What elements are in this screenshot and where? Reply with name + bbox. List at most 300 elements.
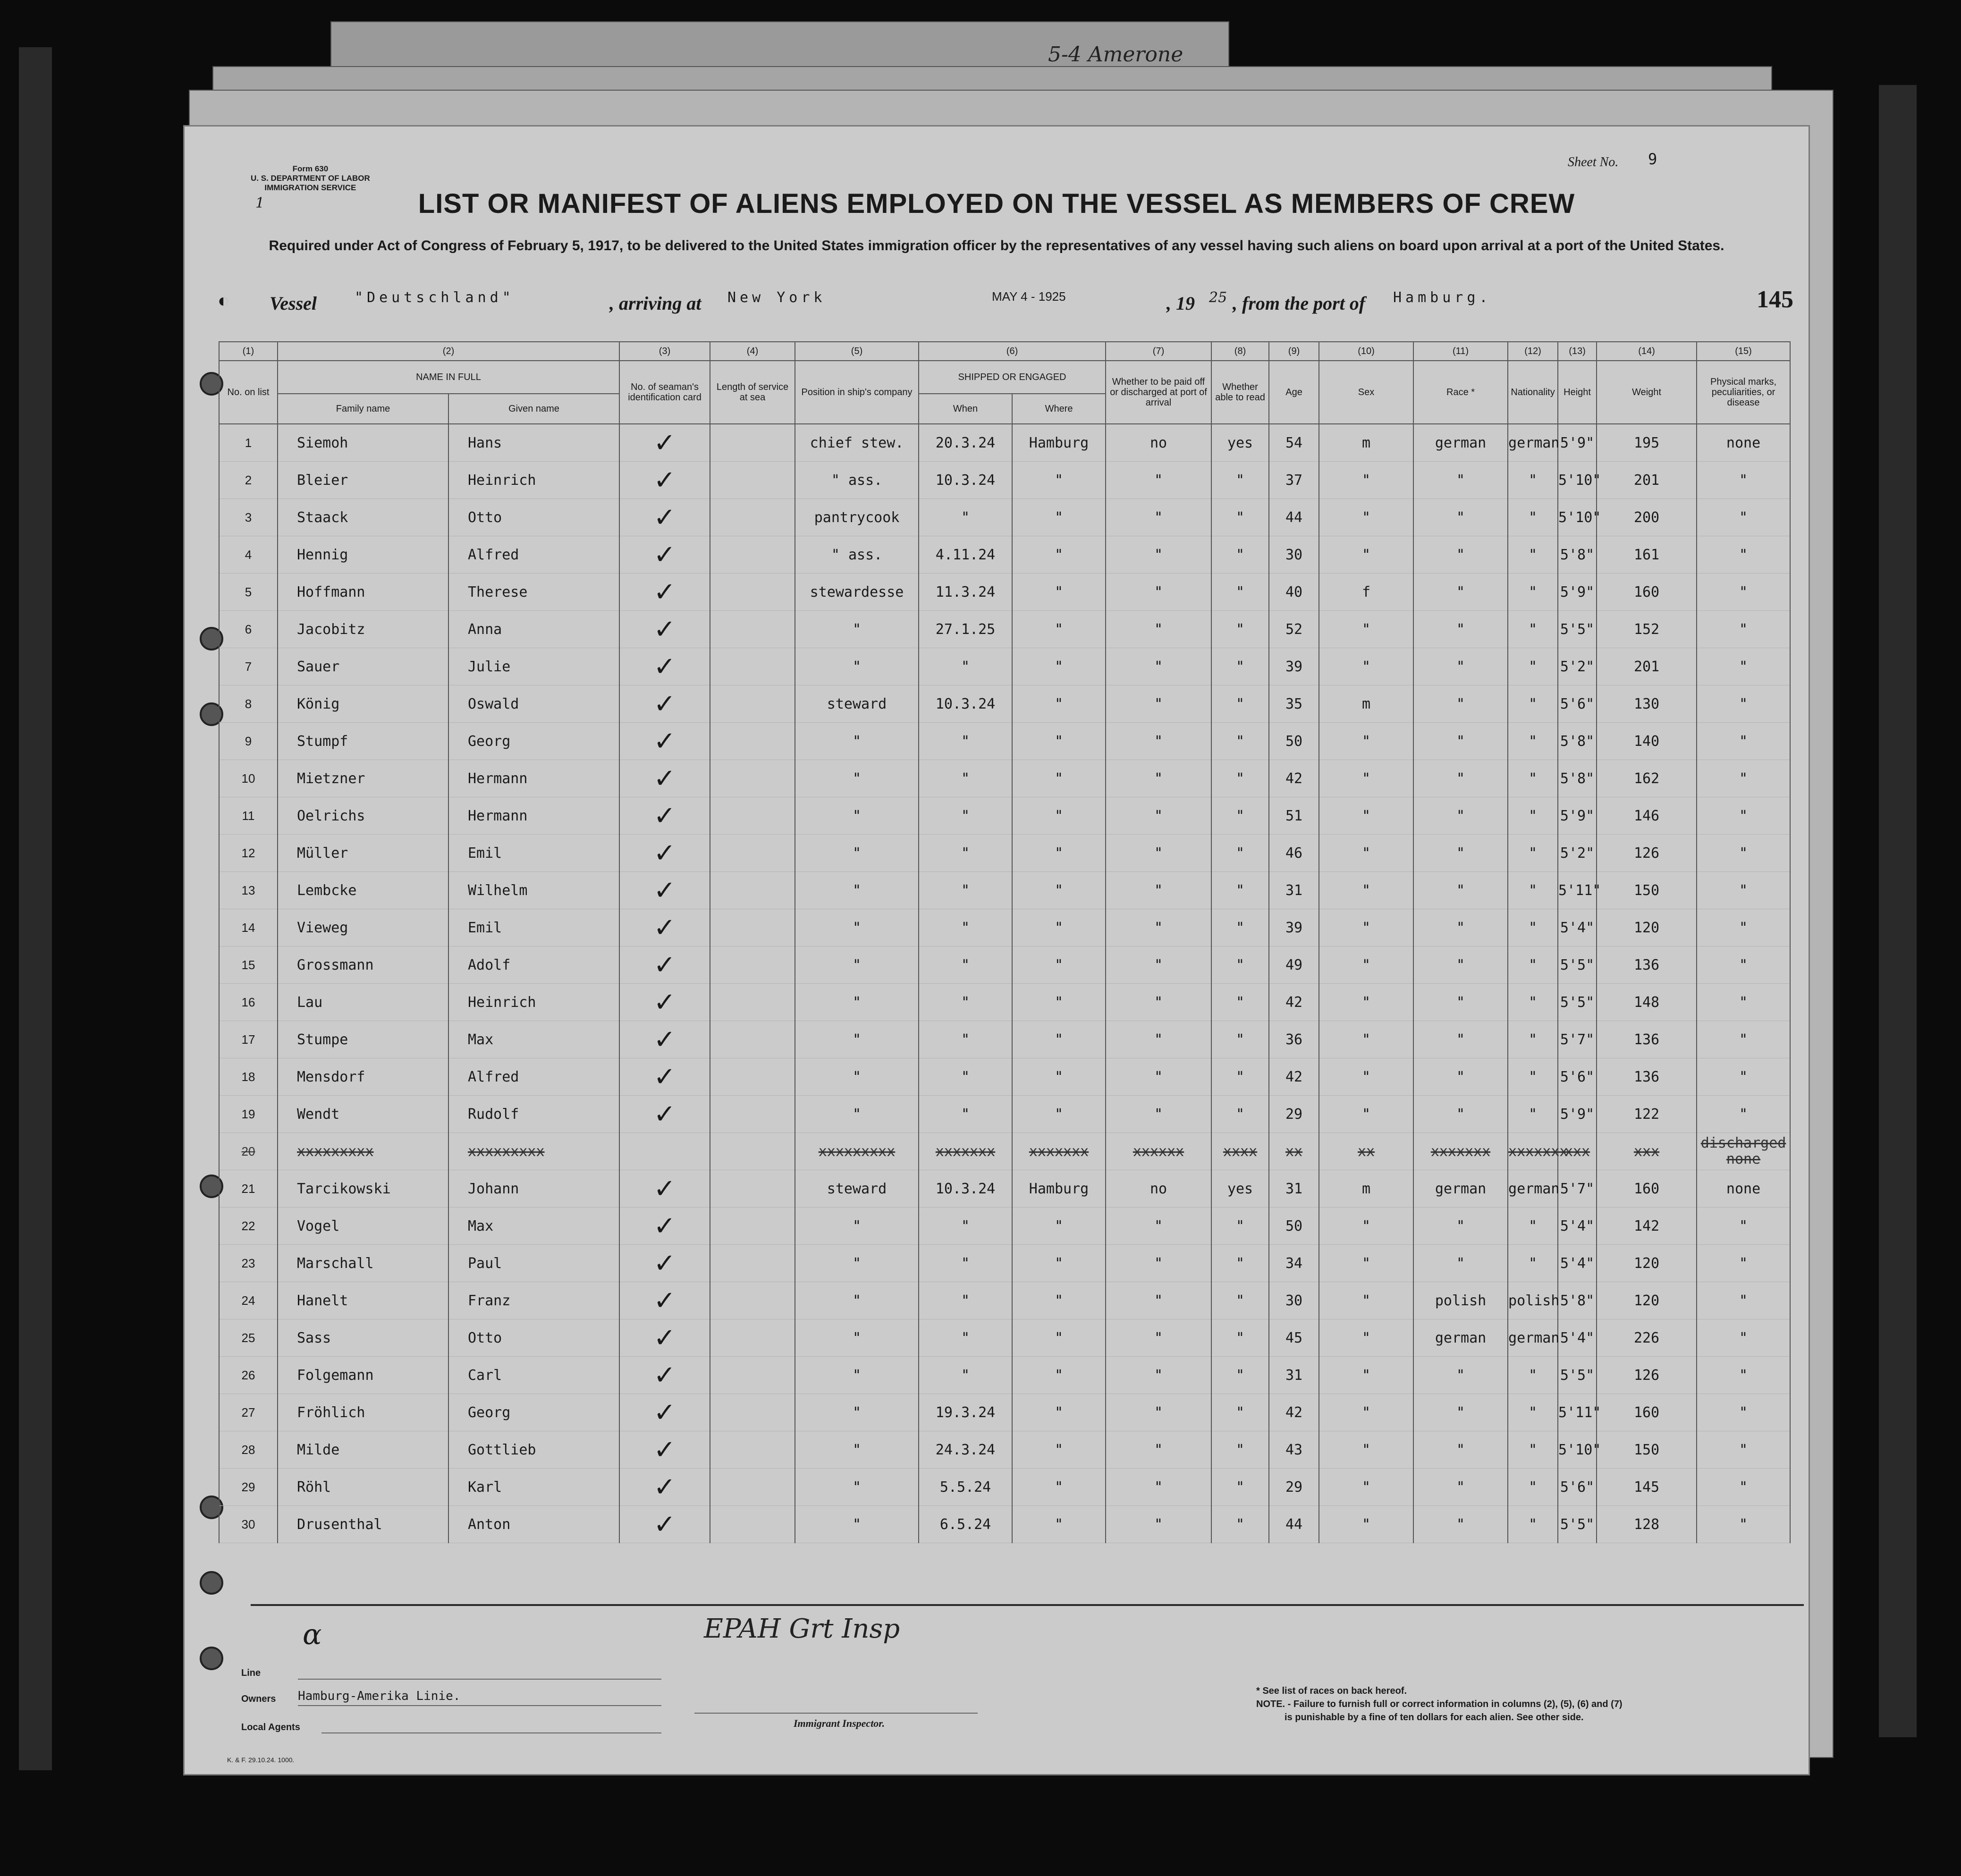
height-text: 5'8": [1560, 733, 1595, 750]
paid-off: [1106, 1096, 1211, 1133]
physical-marks-text: ": [1739, 1404, 1748, 1421]
position-text: ": [852, 1217, 862, 1234]
paid-off: [1106, 946, 1211, 984]
height-text: 5'10": [1558, 1441, 1601, 1458]
shipped-when: [919, 574, 1012, 611]
arriving-label: , arriving at: [609, 293, 702, 314]
id-card-check-text: ✓: [653, 875, 676, 906]
row-number-text: 26: [241, 1368, 255, 1382]
from-label: , from the port of: [1233, 293, 1366, 314]
able-read-text: ": [1236, 1255, 1245, 1272]
nationality-text: ": [1529, 509, 1538, 526]
physical-marks-text: ": [1739, 1479, 1748, 1496]
length-service: [710, 760, 795, 797]
given-name: [448, 499, 619, 536]
nationality: [1508, 574, 1558, 611]
weight-text: 122: [1633, 1106, 1660, 1123]
header-physical: Physical marks, peculiarities, or disease: [1697, 361, 1790, 424]
table-row: [219, 1096, 1790, 1133]
shipped-when-text: 4.11.24: [935, 546, 996, 563]
row-number-text: 23: [241, 1256, 255, 1270]
paid-off-text: ": [1154, 882, 1163, 899]
weight: [1597, 685, 1697, 723]
row-number: [219, 1319, 278, 1357]
given-name-text: Max: [468, 1031, 494, 1048]
paid-off: [1106, 1394, 1211, 1431]
row-number: [219, 611, 278, 648]
shipped-where: [1012, 1319, 1106, 1357]
length-service: [710, 984, 795, 1021]
row-number-text: 9: [245, 734, 252, 748]
table-row: [219, 1058, 1790, 1096]
age-text: 37: [1285, 472, 1303, 489]
col-num-5: (5): [795, 342, 919, 361]
table-row: [219, 648, 1790, 685]
shipped-where-text: ": [1054, 1367, 1064, 1384]
family-name-text: Bleier: [297, 472, 348, 489]
position-text: ": [852, 770, 862, 787]
sex: [1319, 1394, 1413, 1431]
weight: [1597, 1431, 1697, 1469]
height-text: 5'4": [1560, 1329, 1595, 1346]
physical-marks: [1697, 1170, 1790, 1208]
paid-off-text: no: [1150, 1180, 1167, 1197]
nationality-text: ": [1529, 1367, 1538, 1384]
age: [1269, 1282, 1319, 1319]
weight: [1597, 1282, 1697, 1319]
family-name-text: Stumpf: [297, 733, 348, 750]
sex-text: ": [1362, 1479, 1371, 1496]
race-text: ": [1456, 882, 1465, 899]
position-text: xxxxxxxxx: [818, 1143, 896, 1160]
sex-text: ": [1362, 845, 1371, 862]
position-text: steward: [827, 1180, 887, 1197]
id-card-check-text: ✓: [653, 576, 676, 608]
race: [1413, 685, 1508, 723]
age: [1269, 1058, 1319, 1096]
weight: [1597, 1058, 1697, 1096]
nationality-text: ": [1529, 1217, 1538, 1234]
physical-marks: [1697, 1431, 1790, 1469]
position: [795, 760, 919, 797]
family-name: [278, 648, 448, 685]
race-text: ": [1456, 509, 1465, 526]
race-text: ": [1456, 770, 1465, 787]
length-service: [710, 1021, 795, 1058]
physical-marks: [1697, 1058, 1790, 1096]
position: [795, 1469, 919, 1506]
weight-text: 120: [1633, 919, 1660, 936]
able-read-text: ": [1236, 658, 1245, 675]
height: [1558, 611, 1597, 648]
id-card-check-text: ✓: [653, 502, 676, 533]
id-card-check-text: ✓: [653, 1285, 676, 1316]
position: [795, 946, 919, 984]
paid-off-text: ": [1154, 472, 1163, 489]
race-text: ": [1456, 1479, 1465, 1496]
position: [795, 1394, 919, 1431]
age-text: 29: [1285, 1106, 1303, 1123]
given-name: [448, 685, 619, 723]
given-name-text: Therese: [468, 583, 528, 600]
sex-text: ": [1362, 1367, 1371, 1384]
paid-off: [1106, 648, 1211, 685]
weight: [1597, 648, 1697, 685]
paid-off: [1106, 611, 1211, 648]
family-name: [278, 797, 448, 835]
race: [1413, 1431, 1508, 1469]
nationality-text: xxxxxxx: [1508, 1143, 1568, 1160]
physical-marks: [1697, 574, 1790, 611]
race: [1413, 1469, 1508, 1506]
length-service: [710, 1357, 795, 1394]
physical-marks-text: ": [1739, 770, 1748, 787]
shipped-where: [1012, 760, 1106, 797]
row-number-text: 13: [241, 883, 255, 897]
shipped-where-text: ": [1054, 1031, 1064, 1048]
id-card-check-text: ✓: [653, 427, 676, 458]
manifest-sheet: [183, 125, 1810, 1775]
sex: [1319, 723, 1413, 760]
given-name-text: Anna: [468, 621, 502, 638]
nationality-text: ": [1529, 1068, 1538, 1085]
sex: [1319, 462, 1413, 499]
position: [795, 499, 919, 536]
age: [1269, 1170, 1319, 1208]
id-card-check: [619, 984, 710, 1021]
weight: [1597, 1208, 1697, 1245]
sex: [1319, 574, 1413, 611]
paid-off: [1106, 462, 1211, 499]
paid-off: [1106, 1469, 1211, 1506]
length-service: [710, 1431, 795, 1469]
height: [1558, 536, 1597, 574]
shipped-where: [1012, 574, 1106, 611]
race: [1413, 1245, 1508, 1282]
header-race: Race *: [1413, 361, 1508, 424]
position: [795, 424, 919, 462]
race-text: polish: [1435, 1292, 1487, 1309]
vessel-name: "Deutschland": [355, 289, 515, 306]
shipped-when: [919, 1208, 1012, 1245]
shipped-when: [919, 909, 1012, 946]
family-name: [278, 984, 448, 1021]
id-card-check-text: ✓: [653, 1322, 676, 1353]
height-text: xxx: [1564, 1143, 1590, 1160]
race: [1413, 1058, 1508, 1096]
sex: [1319, 1021, 1413, 1058]
shipped-when: [919, 499, 1012, 536]
able-read-text: ": [1236, 1404, 1245, 1421]
race: [1413, 1170, 1508, 1208]
nationality: [1508, 1394, 1558, 1431]
position: [795, 648, 919, 685]
position: [795, 1357, 919, 1394]
nationality: [1508, 946, 1558, 984]
header-length-service: Length of service at sea: [710, 361, 795, 424]
table-row: [219, 1208, 1790, 1245]
paid-off: [1106, 1058, 1211, 1096]
age-text: 46: [1285, 845, 1303, 862]
sex: [1319, 1357, 1413, 1394]
id-card-check-text: ✓: [653, 1397, 676, 1428]
height-text: 5'6": [1560, 695, 1595, 712]
arrival-port: New York: [727, 289, 826, 306]
family-name-text: Oelrichs: [297, 807, 365, 824]
length-service: [710, 1096, 795, 1133]
shipped-when-text: ": [961, 956, 970, 973]
family-name-text: Lembcke: [297, 882, 357, 899]
col-num-7: (7): [1106, 342, 1211, 361]
shipped-where-text: Hamburg: [1029, 1180, 1089, 1197]
family-name: [278, 574, 448, 611]
able-read: [1211, 872, 1269, 909]
id-card-check-text: ✓: [653, 1509, 676, 1540]
family-name: [278, 1506, 448, 1543]
paid-off-text: ": [1154, 658, 1163, 675]
film-edge-left: [19, 47, 52, 1770]
header-no-on-list: No. on list: [219, 361, 278, 424]
age-text: 34: [1285, 1255, 1303, 1272]
given-name: [448, 1133, 619, 1170]
id-card-check-text: ✓: [653, 987, 676, 1018]
shipped-when-text: 19.3.24: [935, 1404, 996, 1421]
crew-table: [219, 341, 1791, 1543]
shipped-when: [919, 1431, 1012, 1469]
shipped-when: [919, 872, 1012, 909]
id-card-check: [619, 872, 710, 909]
table-row: [219, 946, 1790, 984]
age: [1269, 1469, 1319, 1506]
given-name-text: Adolf: [468, 956, 511, 973]
able-read: [1211, 1133, 1269, 1170]
position-text: ": [852, 1292, 862, 1309]
shipped-where: [1012, 1170, 1106, 1208]
given-name: [448, 611, 619, 648]
age-text: 51: [1285, 807, 1303, 824]
height: [1558, 1208, 1597, 1245]
able-read: [1211, 1170, 1269, 1208]
height-text: 5'5": [1560, 994, 1595, 1011]
weight-text: 160: [1633, 1404, 1660, 1421]
department: U. S. DEPARTMENT OF LABOR: [251, 174, 370, 183]
position-text: chief stew.: [810, 434, 904, 451]
height-text: 5'5": [1560, 1516, 1595, 1533]
family-name: [278, 1394, 448, 1431]
nationality: [1508, 1133, 1568, 1170]
family-name-text: Mietzner: [297, 770, 365, 787]
family-name-text: Müller: [297, 845, 348, 862]
height: [1558, 1058, 1597, 1096]
family-name-text: Sass: [297, 1329, 331, 1346]
paid-off: [1106, 1282, 1211, 1319]
id-card-check-text: ✓: [653, 1434, 676, 1465]
header-family-name: Family name: [278, 394, 448, 424]
header-age: Age: [1269, 361, 1319, 424]
physical-marks: [1697, 1357, 1790, 1394]
nationality-text: ": [1529, 733, 1538, 750]
shipped-when: [919, 1245, 1012, 1282]
physical-marks: [1697, 536, 1790, 574]
footnotes: [1256, 1684, 1775, 1724]
race-text: ": [1456, 472, 1465, 489]
weight-text: 150: [1633, 882, 1660, 899]
sex-text: ": [1362, 770, 1371, 787]
punch-hole: [200, 1647, 223, 1670]
position-text: pantrycook: [814, 509, 900, 526]
row-number: [219, 1208, 278, 1245]
weight: [1597, 1506, 1697, 1543]
sex-text: ": [1362, 621, 1371, 638]
table-row: [219, 574, 1790, 611]
shipped-when-text: ": [961, 882, 970, 899]
length-service: [710, 424, 795, 462]
shipped-when: [919, 1282, 1012, 1319]
height-text: 5'9": [1560, 434, 1595, 451]
shipped-when: [919, 611, 1012, 648]
position-text: ": [852, 994, 862, 1011]
shipped-where: [1012, 1357, 1106, 1394]
table-row: [219, 835, 1790, 872]
position: [795, 1096, 919, 1133]
shipped-when: [919, 723, 1012, 760]
race-text: ": [1456, 658, 1465, 675]
able-read: [1211, 909, 1269, 946]
row-number: [219, 1021, 278, 1058]
sex-text: ": [1362, 1068, 1371, 1085]
shipped-where: [1012, 1506, 1106, 1543]
row-number-text: 8: [245, 696, 252, 711]
row-number: [219, 723, 278, 760]
id-card-check: [619, 1319, 710, 1357]
shipped-when: [919, 424, 1012, 462]
row-number-text: 1: [245, 435, 252, 450]
shipped-where: [1012, 984, 1106, 1021]
nationality-text: ": [1529, 695, 1538, 712]
family-name-text: Jacobitz: [297, 621, 365, 638]
id-card-check: [619, 536, 710, 574]
family-name: [278, 1021, 448, 1058]
given-name-text: Carl: [468, 1367, 502, 1384]
sex-text: ": [1362, 1106, 1371, 1123]
id-card-check-text: ✓: [653, 1210, 676, 1242]
table-row: [219, 1431, 1790, 1469]
col-num-11: (11): [1413, 342, 1508, 361]
table-row: [219, 984, 1790, 1021]
shipped-where-text: ": [1054, 994, 1064, 1011]
nationality: [1508, 1357, 1558, 1394]
race-text: ": [1456, 1068, 1465, 1085]
header-sex: Sex: [1319, 361, 1413, 424]
race-text: ": [1456, 695, 1465, 712]
family-name-text: Grossmann: [297, 956, 374, 973]
race-text: ": [1456, 1031, 1465, 1048]
table-row: [219, 685, 1790, 723]
paid-off-text: ": [1154, 583, 1163, 600]
age-text: 50: [1285, 1217, 1303, 1234]
row-number-text: 28: [241, 1442, 255, 1457]
given-name: [448, 835, 619, 872]
age: [1269, 611, 1319, 648]
position: [795, 1133, 919, 1170]
id-card-check-text: ✓: [653, 539, 676, 570]
table-row: [219, 909, 1790, 946]
nationality: [1508, 1469, 1558, 1506]
age-text: 39: [1285, 919, 1303, 936]
row-number-text: 4: [245, 547, 252, 562]
line-rule: [298, 1679, 661, 1680]
family-name: [278, 1282, 448, 1319]
owners-rule: [298, 1705, 661, 1706]
shipped-when-text: xxxxxxx: [935, 1143, 996, 1160]
weight-text: 140: [1633, 733, 1660, 750]
race: [1413, 1282, 1508, 1319]
nationality: [1508, 424, 1558, 462]
paid-off: [1106, 1170, 1211, 1208]
sex: [1319, 984, 1413, 1021]
header-given-name: Given name: [448, 394, 619, 424]
shipped-when-text: ": [961, 845, 970, 862]
height: [1558, 1282, 1597, 1319]
col-num-8: (8): [1211, 342, 1269, 361]
given-name-text: xxxxxxxxx: [468, 1143, 545, 1160]
race-text: ": [1456, 994, 1465, 1011]
shipped-when-text: ": [961, 1217, 970, 1234]
col-num-2: (2): [278, 342, 619, 361]
row-number-text: 15: [241, 957, 255, 972]
race: [1413, 872, 1508, 909]
id-card-check: [619, 946, 710, 984]
table-row: [219, 1506, 1790, 1543]
race: [1413, 835, 1508, 872]
id-card-check-text: ✓: [653, 1024, 676, 1055]
row-number: [219, 1282, 278, 1319]
nationality: [1508, 1431, 1558, 1469]
shipped-where: [1012, 1431, 1106, 1469]
given-name-text: Oswald: [468, 695, 519, 712]
able-read: [1211, 611, 1269, 648]
row-number: [219, 536, 278, 574]
race: [1413, 1096, 1508, 1133]
shipped-where: [1012, 499, 1106, 536]
row-number-text: 27: [241, 1405, 255, 1420]
header-able-read: Whether able to read: [1211, 361, 1269, 424]
family-name: [278, 1133, 448, 1170]
physical-marks: [1697, 835, 1790, 872]
able-read: [1211, 1096, 1269, 1133]
paid-off-text: ": [1154, 956, 1163, 973]
row-number: [219, 499, 278, 536]
family-name-text: Lau: [297, 994, 323, 1011]
able-read-text: ": [1236, 1516, 1245, 1533]
height-text: 5'11": [1558, 1404, 1601, 1421]
paid-off-text: ": [1154, 1255, 1163, 1272]
height: [1558, 648, 1597, 685]
shipped-when-text: 24.3.24: [935, 1441, 996, 1458]
shipped-where-text: ": [1054, 1292, 1064, 1309]
height: [1558, 946, 1597, 984]
physical-marks-text: ": [1739, 1106, 1748, 1123]
physical-marks: [1697, 1245, 1790, 1282]
owners-value: Hamburg-Amerika Linie.: [298, 1689, 461, 1703]
shipped-where-text: ": [1054, 733, 1064, 750]
given-name-text: Hermann: [468, 807, 528, 824]
shipped-when-text: 10.3.24: [935, 472, 996, 489]
weight-text: 201: [1633, 658, 1660, 675]
height-text: 5'5": [1560, 621, 1595, 638]
height-text: 5'4": [1560, 1255, 1595, 1272]
physical-marks: [1697, 1096, 1790, 1133]
